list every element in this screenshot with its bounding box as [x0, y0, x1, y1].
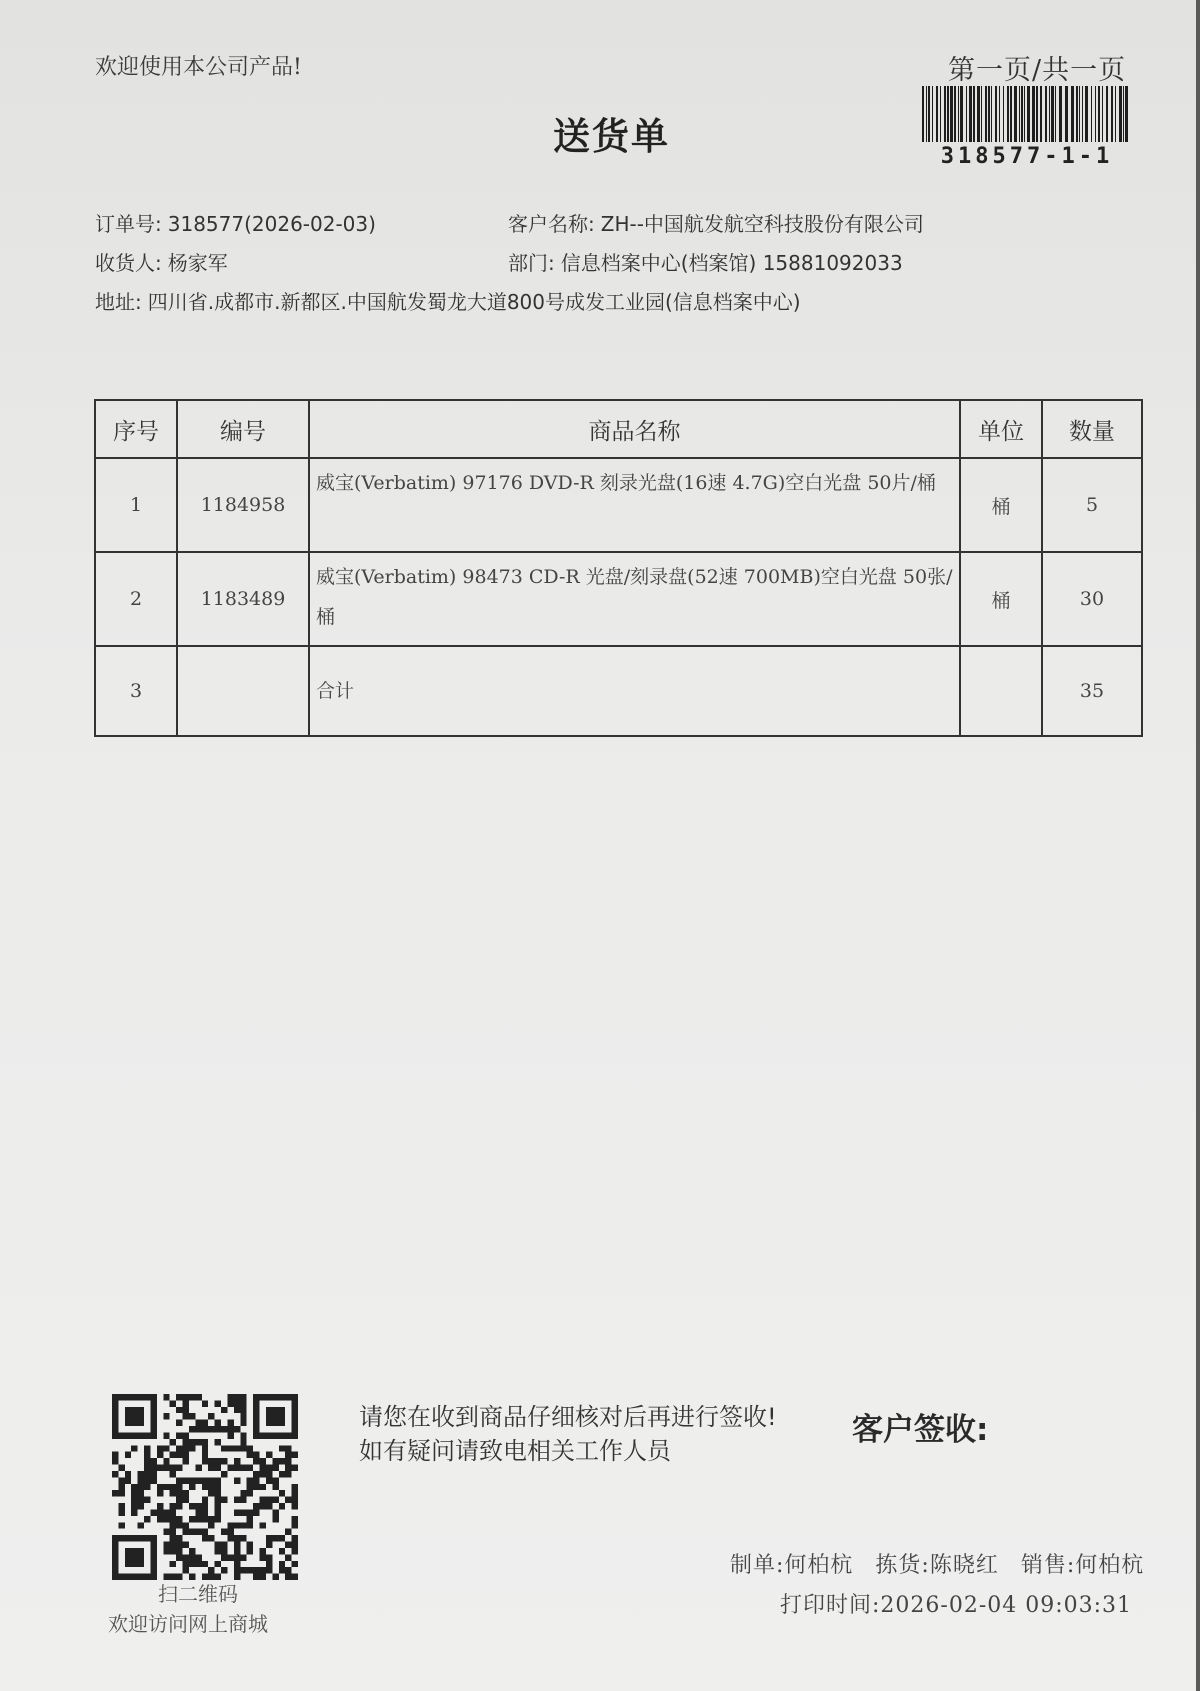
document-title: 送货单 — [553, 114, 670, 158]
order-number-value: 318577(2026-02-03) — [167, 212, 376, 236]
customer-signature-label: 客户签收: — [852, 1412, 989, 1448]
department-value: 信息档案中心(档案馆) 15881092033 — [560, 251, 903, 275]
header-code: 编号 — [177, 400, 309, 458]
table-row — [95, 552, 1142, 646]
cell-seq: 2 — [95, 552, 177, 646]
table-total-row — [95, 646, 1142, 736]
receiver-value: 杨家军 — [167, 251, 228, 275]
receiver-label: 收货人: — [95, 251, 162, 275]
header-product-name: 商品名称 — [309, 400, 960, 458]
barcode-image — [922, 86, 1132, 142]
address — [95, 286, 801, 315]
order-number — [95, 208, 376, 237]
maker: 制单:何柏杭 — [730, 1553, 854, 1578]
cell-code: 1183489 — [177, 552, 309, 646]
order-number-label: 订单号: — [95, 212, 162, 236]
table-row — [95, 458, 1142, 552]
receipt-notice: 请您在收到商品仔细核对后再进行签收!如有疑问请致电相关工作人员 — [359, 1403, 777, 1465]
cell-unit — [960, 646, 1042, 736]
cell-quantity: 30 — [1042, 552, 1142, 646]
receiver — [95, 247, 228, 276]
customer-name-value: ZH--中国航发航空科技股份有限公司 — [600, 212, 924, 236]
sales: 销售:何柏杭 — [1020, 1553, 1145, 1578]
goods-table — [94, 399, 1143, 737]
cell-total-quantity: 35 — [1042, 646, 1142, 736]
customer-name — [508, 208, 924, 237]
cell-code — [177, 646, 309, 736]
cell-seq: 1 — [95, 458, 177, 552]
cell-product-name: 威宝(Verbatim) 98473 CD-R 光盘/刻录盘(52速 700MB)空白光盘 50张/桶 — [309, 552, 960, 646]
customer-name-label: 客户名称: — [508, 212, 595, 236]
department-label: 部门: — [508, 251, 555, 275]
page-info: 第一页/共一页 — [948, 55, 1127, 86]
picker: 拣货:陈晓红 — [875, 1553, 999, 1578]
barcode-number: 318577-1-1 — [940, 144, 1114, 169]
qr-code-image — [112, 1394, 298, 1580]
qr-caption-scan: 扫二维码 — [158, 1582, 238, 1606]
welcome-text: 欢迎使用本公司产品! — [95, 55, 302, 80]
department — [508, 247, 903, 276]
header-seq: 序号 — [95, 400, 177, 458]
cell-code: 1184958 — [177, 458, 309, 552]
address-label: 地址: — [95, 290, 142, 314]
header-unit: 单位 — [960, 400, 1042, 458]
table-header-row — [95, 400, 1142, 458]
staff-line — [730, 1548, 1144, 1579]
cell-total-label: 合计 — [309, 646, 960, 736]
cell-quantity: 5 — [1042, 458, 1142, 552]
cell-unit: 桶 — [960, 458, 1042, 552]
cell-unit: 桶 — [960, 552, 1042, 646]
header-quantity: 数量 — [1042, 400, 1142, 458]
print-time: 打印时间:2026-02-04 09:03:31 — [780, 1593, 1133, 1618]
cell-seq: 3 — [95, 646, 177, 736]
cell-product-name: 威宝(Verbatim) 97176 DVD-R 刻录光盘(16速 4.7G)空白光盘 50片/桶 — [309, 458, 960, 552]
qr-caption-mall: 欢迎访问网上商城 — [108, 1612, 268, 1636]
address-value: 四川省.成都市.新都区.中国航发蜀龙大道800号成发工业园(信息档案中心) — [147, 290, 801, 314]
